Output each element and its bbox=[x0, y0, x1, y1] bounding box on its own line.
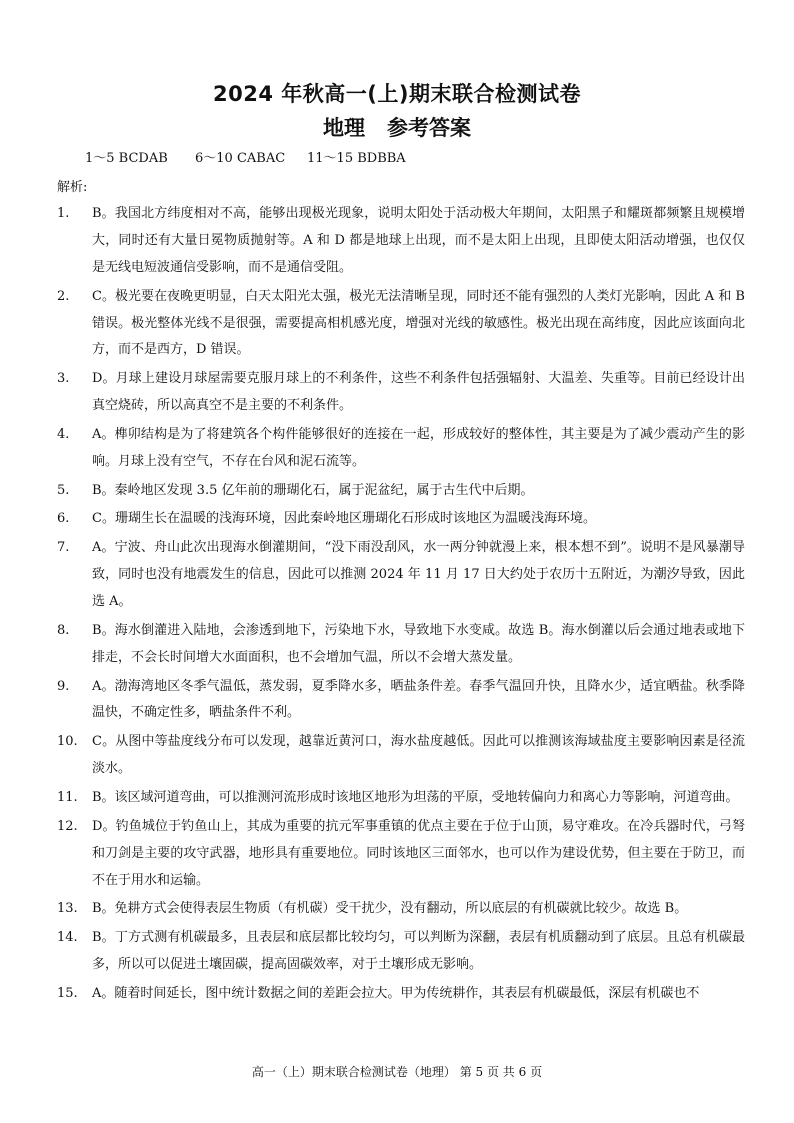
answer-key-row bbox=[85, 147, 406, 166]
analysis-item-7 bbox=[57, 535, 745, 616]
item-text: A。宁波、舟山此次出现海水倒灌期间，“没下雨没刮风，水一两分钟就漫上来，根本想不到”。说明不是风暴潮导致，同时也没有地震发生的信息，因此可以推测 2024 年 11 月 17 日大约处于农历十五附近，为潮汐导致，因此选 A。 bbox=[92, 540, 745, 610]
item-number: 10. bbox=[57, 734, 78, 750]
analysis-item-3 bbox=[57, 366, 745, 420]
item-text: B。该区域河道弯曲，可以推测河流形成时该地区地形为坦荡的平原，受地转偏向力和离心力等影响，河道弯曲。 bbox=[92, 789, 739, 805]
answer-group-2: 6～10 CABAC bbox=[195, 151, 286, 166]
item-number: 13. bbox=[57, 901, 78, 917]
item-number: 14. bbox=[57, 930, 78, 946]
analysis-item-5 bbox=[57, 478, 745, 505]
item-text: C。极光要在夜晚更明显，白天太阳光太强，极光无法清晰呈现，同时还不能有强烈的人类灯光影响，因此 A 和 B 错误。极光整体光线不是很强，需要提高相机感光度，增强对光线的敏感性。极光出现在高纬度，因此应该面向北方，而不是西方，D 错误。 bbox=[92, 288, 745, 358]
answer-group-1: 1～5 BCDAB bbox=[85, 151, 168, 166]
exam-title: 2024 年秋高一(上)期末联合检测试卷 bbox=[213, 82, 581, 106]
item-text: C。珊瑚生长在温暖的浅海环境，因此秦岭地区珊瑚化石形成时该地区为温暖浅海环境。 bbox=[92, 511, 596, 527]
page-footer: 高一（上）期末联合检测试卷（地理） 第 5 页 共 6 页 bbox=[251, 1065, 543, 1079]
item-number: 3. bbox=[57, 371, 70, 387]
item-text: B。丁方式测有机碳最多，且表层和底层都比较均匀，可以判断为深翻，表层有机质翻动到了底层。且总有机碳最多，所以可以促进土壤固碳，提高固碳效率，对于土壤形成无影响。 bbox=[92, 930, 745, 973]
item-text: B。秦岭地区发现 3.5 亿年前的珊瑚化石，属于泥盆纪，属于古生代中后期。 bbox=[92, 482, 534, 498]
item-number: 11. bbox=[57, 789, 78, 805]
item-number: 12. bbox=[57, 818, 78, 834]
item-number: 6. bbox=[57, 511, 70, 527]
item-number: 1. bbox=[57, 206, 70, 221]
analysis-item-11 bbox=[57, 785, 745, 812]
item-number: 9. bbox=[57, 678, 70, 694]
item-text: A。随着时间延长，图中统计数据之间的差距会拉大。甲为传统耕作，其表层有机碳最低，深层有机碳也不 bbox=[92, 985, 700, 1001]
answer-key-label: 参考答案 bbox=[387, 116, 471, 140]
item-text: A。渤海湾地区冬季气温低，蒸发弱，夏季降水多，晒盐条件差。春季气温回升快，且降水少，适宜晒盐。秋季降温快，不确定性多，晒盐条件不利。 bbox=[92, 678, 745, 721]
analysis-item-13 bbox=[57, 896, 745, 923]
item-number: 7. bbox=[57, 540, 70, 556]
subject-label: 地理 bbox=[323, 116, 365, 140]
item-text: D。月球上建设月球屋需要克服月球上的不利条件，这些不利条件包括强辐射、大温差、失重等。目前已经设计出真空烧砖，所以高真空不是主要的不利条件。 bbox=[92, 371, 745, 414]
item-number: 2. bbox=[57, 288, 70, 304]
item-text: D。钓鱼城位于钓鱼山上，其成为重要的抗元军事重镇的优点主要在于位于山顶，易守难攻。在冷兵器时代，弓弩和刀剑是主要的攻守武器，地形具有重要地位。同时该地区三面邻水，也可以作为建设优势，但主要在于防卫，而不在于用水和运输。 bbox=[92, 818, 745, 888]
item-number: 15. bbox=[57, 985, 78, 1001]
item-number: 8. bbox=[57, 622, 70, 638]
item-text: C。从图中等盐度线分布可以发现，越靠近黄河口，海水盐度越低。因此可以推测该海域盐度主要影响因素是径流淡水。 bbox=[92, 734, 745, 777]
item-number: 4. bbox=[57, 426, 70, 442]
exam-subtitle bbox=[0, 112, 794, 142]
analysis-item-1 bbox=[57, 201, 745, 282]
analysis-item-2 bbox=[57, 284, 745, 365]
analysis-item-10 bbox=[57, 729, 745, 783]
analysis-item-6 bbox=[57, 506, 745, 533]
answer-group-3: 11～15 BDBBA bbox=[307, 151, 406, 166]
analysis-list bbox=[57, 201, 745, 1010]
item-text: B。我国北方纬度相对不高，能够出现极光现象，说明太阳处于活动极大年期间，太阳黑子和耀斑都频繁且规模增大，同时还有大量日冕物质抛射等。A 和 D 都是地球上出现，而不是太阳上出现，且即使太阳活动增强，也仅仅是无线电短波通信受影响，而不是通信受阻。 bbox=[92, 206, 745, 275]
analysis-item-15 bbox=[57, 981, 745, 1008]
item-text: B。免耕方式会使得表层生物质（有机碳）受干扰少，没有翻动，所以底层的有机碳就比较少。故选 B。 bbox=[92, 901, 688, 917]
analysis-item-14 bbox=[57, 925, 745, 979]
analysis-item-8 bbox=[57, 618, 745, 672]
analysis-item-12 bbox=[57, 814, 745, 895]
analysis-item-4 bbox=[57, 422, 745, 476]
item-number: 5. bbox=[57, 482, 70, 498]
item-text: A。榫卯结构是为了将建筑各个构件能够很好的连接在一起，形成较好的整体性，其主要是为了减少震动产生的影响。月球上没有空气，不存在台风和泥石流等。 bbox=[92, 426, 745, 469]
analysis-item-9 bbox=[57, 674, 745, 728]
analysis-label: 解析: bbox=[57, 180, 88, 195]
item-text: B。海水倒灌进入陆地，会渗透到地下，污染地下水，导致地下水变咸。故选 B。海水倒灌以后会通过地表或地下排走，不会长时间增大水面面积，也不会增加气温，所以不会增大蒸发量。 bbox=[92, 622, 745, 665]
